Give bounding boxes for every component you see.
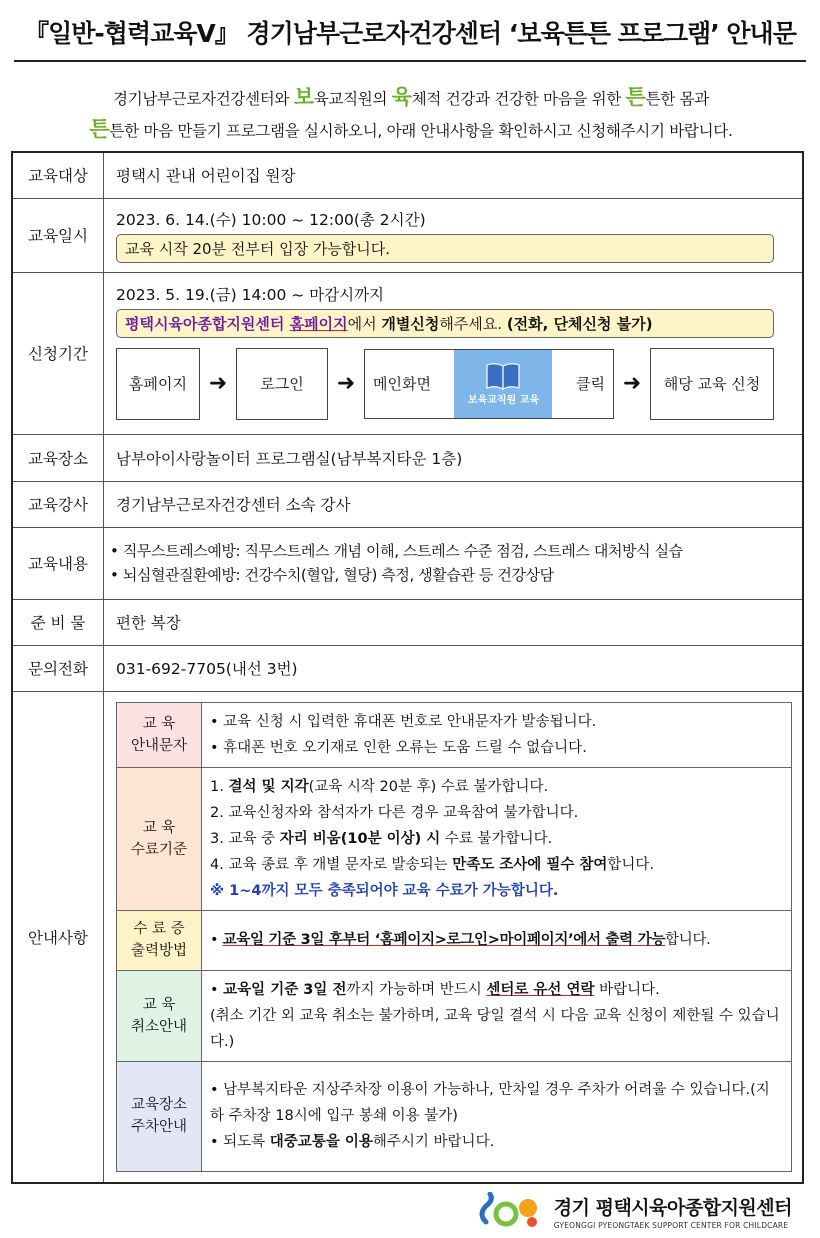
notice-item: • 남부복지타운 지상주차장 이용이 가능하나, 만차일 경우 주차가 어려울 수 있습니다.(지하 주차장 18시에 입구 봉쇄 이용 불가)	[210, 1082, 770, 1124]
notice-value	[202, 1061, 792, 1171]
footer-text	[554, 1193, 792, 1230]
label-line: 수료기준	[130, 841, 188, 858]
note-part: 해주세요.	[439, 314, 507, 333]
banner-label: 보육교직원 교육	[467, 395, 540, 406]
row-content	[12, 527, 803, 599]
document-title: 『일반-협력교육Ⅴ』 경기남부근로자건강센터 ‘보육튼튼 프로그램’ 안내문	[14, 14, 806, 62]
text-part: 센터로 유선 연락	[486, 981, 595, 998]
row-value: 경기남부근로자건강센터 소속 강사	[104, 481, 804, 527]
text-part: •	[210, 932, 223, 948]
text-part: 바랍니다.	[594, 981, 660, 998]
row-place	[12, 434, 803, 481]
row-label: 교육일시	[12, 198, 104, 272]
notice-value	[202, 970, 792, 1061]
center-name: 경기 평택시육아종합지원센터	[553, 1196, 792, 1219]
text-part: • 되도록	[210, 1134, 270, 1150]
note-part: 평택시육아종합지원센터	[125, 314, 290, 333]
row-contact	[12, 645, 803, 691]
row-value: 031-692-7705(내선 3번)	[104, 645, 804, 691]
center-name-english: GYEONGGI PYEONGTAEK SUPPORT CENTER FOR CHILDCARE	[553, 1220, 789, 1230]
text-part: •	[210, 981, 224, 998]
text-part: 자리 비움(10분 이상) 시	[279, 830, 441, 847]
label-line: 교 육	[142, 819, 176, 836]
content-item: • 직무스트레스예방: 직무스트레스 개념 이해, 스트레스 수준 점검, 스트레스 대처방식 실습	[110, 542, 683, 560]
row-label: 교육대상	[12, 152, 104, 198]
text-part: 1.	[210, 778, 229, 795]
flow-step-label: 클릭	[576, 375, 605, 393]
label-line: 안내문자	[130, 737, 188, 754]
row-value	[104, 272, 804, 434]
text-part: (교육 시작 20분 후)	[308, 778, 437, 795]
notice-label	[117, 767, 202, 910]
label-line: 교 육	[142, 715, 176, 732]
text-part: 3. 교육 중	[210, 830, 280, 847]
center-logo-icon	[476, 1192, 548, 1230]
intro-text: 튼한 마음 만들기 프로그램을 실시하오니, 아래 안내사항을 확인하시고 신청해주시기 바랍니다.	[109, 122, 733, 140]
note-part: 개별신청	[381, 314, 440, 333]
flow-step-main	[364, 349, 614, 419]
row-value	[104, 527, 804, 599]
notice-item	[210, 826, 783, 852]
flow-step-homepage: 홈페이지	[116, 348, 200, 420]
text-part: 대중교통을 이용	[269, 1134, 373, 1150]
row-value	[104, 691, 804, 1183]
intro-highlight: 육	[391, 85, 412, 109]
apply-note	[116, 309, 774, 338]
intro-highlight: 보	[293, 85, 314, 109]
book-icon	[484, 361, 522, 391]
note-part: (전화, 단체신청 불가)	[506, 314, 653, 333]
text-part: 합니다.	[665, 932, 711, 948]
notice-value	[202, 702, 792, 767]
notice-item: • 교육 신청 시 입력한 휴대폰 번호로 안내문자가 발송됩니다.	[210, 713, 597, 730]
intro-text: 육교직원의	[313, 90, 392, 108]
text-part: 해주시기 바랍니다.	[372, 1134, 495, 1150]
label-line: 주차안내	[130, 1119, 188, 1135]
content-item: • 뇌심혈관질환예방: 건강수치(혈압, 혈당) 측정, 생활습관 등 건강상담	[110, 566, 554, 584]
row-value: 남부아이사랑놀이터 프로그램실(남부복지타운 1층)	[104, 434, 804, 481]
text-part: 4. 교육 종료 후 개별 문자로 발송되는	[210, 856, 453, 873]
row-label: 교육강사	[12, 481, 104, 527]
note-part: 홈페이지	[289, 314, 348, 333]
intro-text: 체적 건강과 건강한 마음을 위한	[411, 90, 626, 108]
flow-step-login: 로그인	[236, 348, 328, 420]
arrow-icon: ➜	[622, 371, 642, 396]
notice-item	[210, 774, 783, 800]
row-value: 편한 복장	[104, 599, 804, 645]
notice-item	[210, 852, 783, 878]
row-value	[104, 198, 804, 272]
row-label: 준 비 물	[12, 599, 104, 645]
teacher-education-banner	[454, 350, 552, 418]
row-label: 문의전화	[12, 645, 104, 691]
datetime-text: 2023. 6. 14.(수) 10:00 ~ 12:00(총 2시간)	[116, 210, 426, 229]
notice-cert	[117, 910, 792, 970]
note-part: 에서	[347, 314, 382, 333]
flow-step-label: 메인화면	[373, 375, 431, 393]
row-label: 교육내용	[12, 527, 104, 599]
text-part: 만족도 조사에 필수 참여	[452, 856, 608, 873]
row-instructor	[12, 481, 803, 527]
arrow-icon: ➜	[208, 371, 228, 396]
label-line: 교육장소	[130, 1097, 188, 1113]
notice-item: (취소 기간 외 교육 취소는 불가하며, 교육 당일 결석 시 다음 교육 신청이 제한될 수 있습니다.)	[210, 1007, 780, 1050]
row-label: 교육장소	[12, 434, 104, 481]
notice-item: 2. 교육신청자와 참석자가 다른 경우 교육참여 불가합니다.	[210, 804, 579, 821]
notice-item	[210, 1129, 783, 1155]
datetime-note: 교육 시작 20분 전부터 입장 가능합니다.	[116, 234, 774, 263]
row-value: 평택시 관내 어린이집 원장	[104, 152, 804, 198]
notice-complete	[117, 767, 792, 910]
intro-text: 튼한 몸과	[645, 90, 709, 108]
text-part: 교육일 기준 3일 후부터 ‘홈페이지>로그인>마이페이지’에서 출력 가능	[222, 932, 666, 948]
notice-value	[202, 910, 792, 970]
notice-sms	[117, 702, 792, 767]
notice-label	[117, 910, 202, 970]
text-part: 결석 및 지각	[228, 778, 309, 795]
intro-paragraph	[16, 82, 806, 146]
notice-value	[202, 767, 792, 910]
apply-flow	[116, 348, 790, 420]
notice-item	[210, 977, 783, 1003]
notice-parking	[117, 1061, 792, 1171]
row-label: 신청기간	[12, 272, 104, 434]
row-notice	[12, 691, 803, 1183]
text-part: 합니다.	[607, 856, 655, 873]
apply-period: 2023. 5. 19.(금) 14:00 ~ 마감시까지	[116, 285, 385, 304]
notice-label	[117, 1061, 202, 1171]
notice-cancel	[117, 970, 792, 1061]
label-line: 출력방법	[130, 943, 188, 959]
text-part: 까지 가능하며 반드시	[346, 981, 487, 998]
text-part: 교육일 기준 3일 전	[223, 981, 347, 998]
notice-item: • 휴대폰 번호 오기재로 인한 오류는 도움 드릴 수 없습니다.	[210, 739, 587, 756]
notice-label	[117, 702, 202, 767]
notice-label	[117, 970, 202, 1061]
row-target	[12, 152, 803, 198]
text-part: 수료 불가합니다.	[436, 778, 549, 795]
intro-text: 경기남부근로자건강센터와	[113, 90, 294, 108]
notice-table	[116, 702, 792, 1172]
info-table	[11, 151, 804, 1184]
row-datetime	[12, 198, 803, 272]
notice-emphasis: ※ 1~4까지 모두 충족되어야 교육 수료가 가능합니다.	[210, 882, 559, 899]
intro-highlight: 튼	[625, 85, 646, 109]
row-apply	[12, 272, 803, 434]
intro-highlight: 튼	[89, 117, 110, 141]
flow-step-apply: 해당 교육 신청	[650, 348, 774, 420]
row-label: 안내사항	[12, 691, 104, 1183]
label-line: 취소안내	[130, 1018, 188, 1035]
arrow-icon: ➜	[336, 371, 356, 396]
label-line: 교 육	[142, 996, 176, 1013]
label-line: 수 료 증	[133, 921, 185, 937]
row-prepare	[12, 599, 803, 645]
text-part: 수료 불가합니다.	[440, 830, 553, 847]
footer	[476, 1192, 792, 1230]
